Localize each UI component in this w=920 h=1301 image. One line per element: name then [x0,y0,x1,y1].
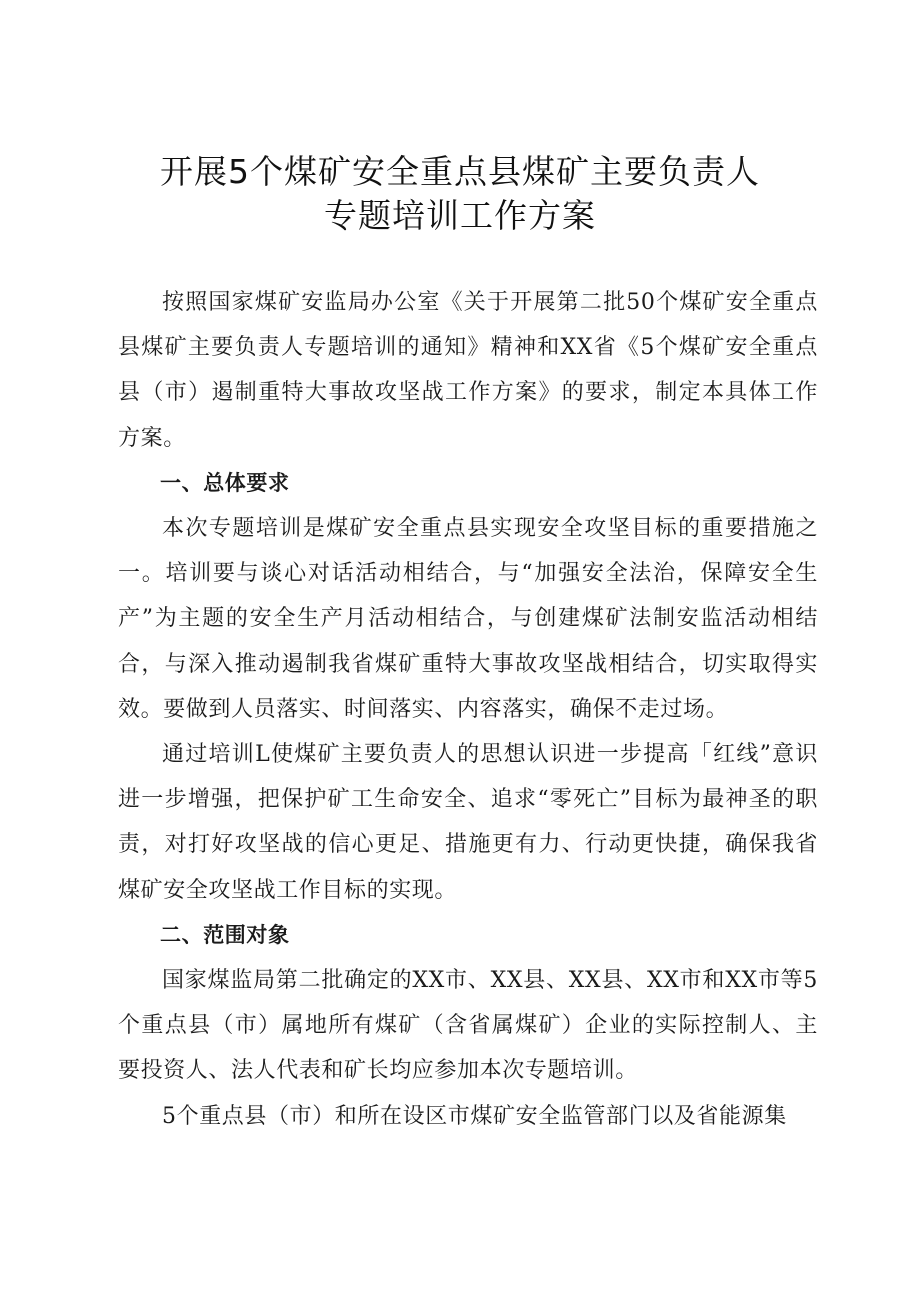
section-heading-scope: 二、范围对象 [160,922,290,947]
section-heading-requirements: 一、总体要求 [160,470,290,495]
document-title-line-1: 开展5个煤矿安全重点县煤矿主要负责人 [160,152,760,191]
document-body [118,280,818,1139]
requirements-paragraph-2: 通过培训L使煤矿主要负责人的思想认识进一步提高「红线”意识进一步增强，把保护矿工生命安全、追求“零死亡”目标为最神圣的职责，对打好攻坚战的信心更足、措施更有力、行动更快捷，确保我省煤矿安全攻坚战工作目标的实现。 [118,742,818,903]
document-title-line-2: 专题培训工作方案 [324,196,596,235]
scope-paragraph-2: 5个重点县（市）和所在设区市煤矿安全监管部门以及省能源集 [162,1103,787,1129]
requirements-paragraph-1: 本次专题培训是煤矿安全重点县实现安全攻坚目标的重要措施之一。培训要与谈心对话活动相结合，与“加强安全法治，保障安全生产”为主题的安全生产月活动相结合，与创建煤矿法制安监活动相结合，与深入推动遏制我省煤矿重特大事故攻坚战相结合，切实取得实效。要做到人员落实、时间落实、内容落实，确保不走过场。 [118,516,818,722]
scope-paragraph-1: 国家煤监局第二批确定的XX市、XX县、XX县、XX市和XX市等5个重点县（市）属地所有煤矿（含省属煤矿）企业的实际控制人、主要投资人、法人代表和矿长均应参加本次专题培训。 [118,968,818,1084]
intro-paragraph: 按照国家煤矿安监局办公室《关于开展第二批50个煤矿安全重点县煤矿主要负责人专题培训的通知》精神和XX省《5个煤矿安全重点县（市）遏制重特大事故攻坚战工作方案》的要求，制定本具体工作方案。 [118,290,818,451]
